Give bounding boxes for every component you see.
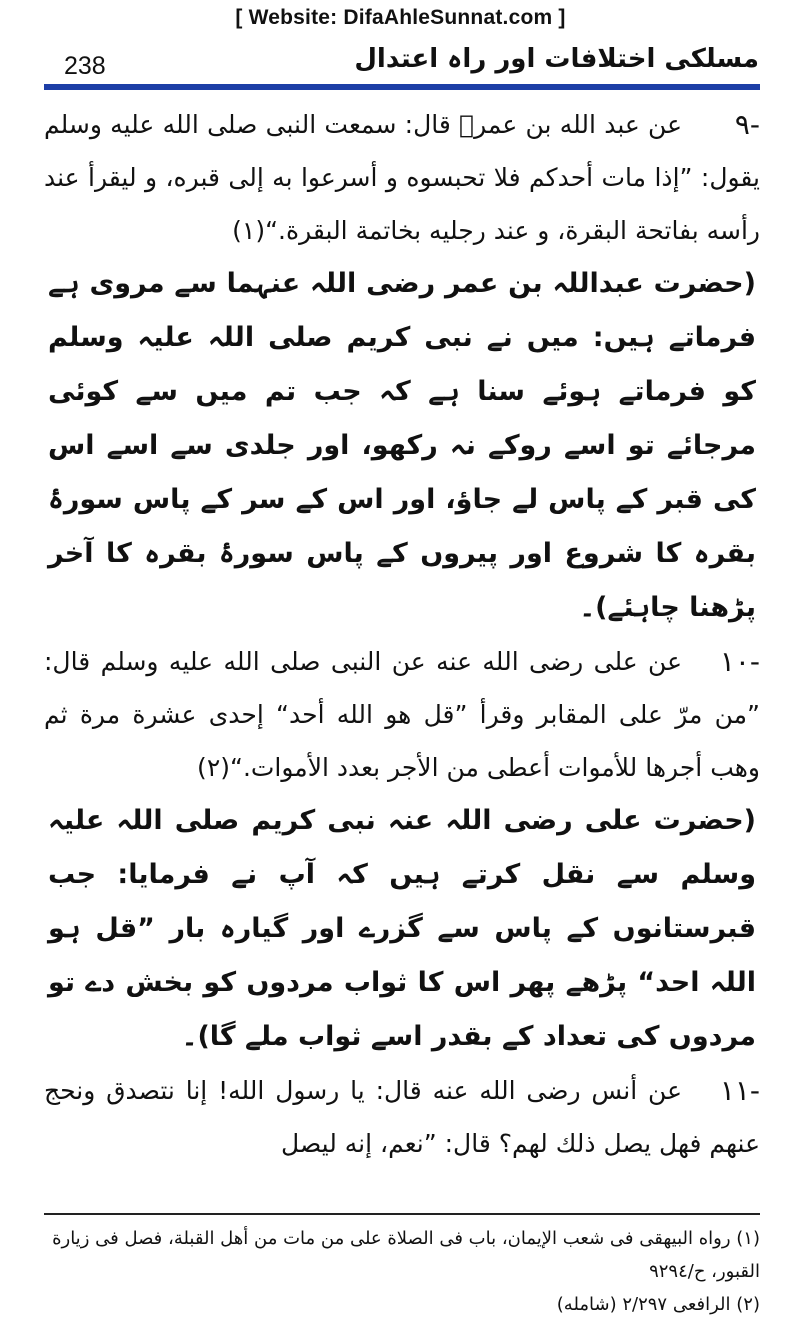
hadith-entry-10 bbox=[44, 635, 760, 1064]
hadith-entry-11 bbox=[44, 1064, 760, 1170]
website-banner: [ Website: DifaAhleSunnat.com ] bbox=[235, 6, 566, 29]
running-title: مسلکی اختلافات اور راہ اعتدال bbox=[354, 44, 759, 74]
header-rule bbox=[44, 84, 760, 90]
entry-number: -۹ bbox=[734, 108, 760, 141]
hadith-entry-9 bbox=[44, 98, 760, 635]
urdu-translation: (حضرت عبداللہ بن عمر رضی اللہ عنہما سے مروی ہے فرماتے ہیں: میں نے نبی کریم صلی اللہ علیہ وسلم کو فرماتے ہوئے سنا ہے کہ جب تم میں سے کوئی مرجائے تو اسے روکے نہ رکھو، اور جلدی سے اسے اس کی قبر کے پاس لے جاؤ، اور اس کے سر کے پاس سورۂ بقرہ کا شروع اور پیروں کے پاس سورۂ بقرہ کا آخر پڑھنا چاہئے)۔ bbox=[48, 268, 756, 623]
entry-number: -١١ bbox=[719, 1074, 760, 1107]
urdu-translation: (حضرت علی رضی اللہ عنہ نبی کریم صلی اللہ علیہ وسلم سے نقل کرتے ہیں کہ آپ نے فرمایا: جب قبرستانوں کے پاس سے گزرے اور گیارہ بار ”قل ہو اللہ احد“ پڑھے پھر اس کا ثواب مردوں کو بخش دے تو مردوں کی تعداد کے بقدر اسے ثواب ملے گا)۔ bbox=[48, 805, 756, 1052]
page-number: 238 bbox=[64, 52, 106, 80]
footnote-rule bbox=[44, 1213, 760, 1215]
footnote-1: (١) رواه البیهقی فی شعب الإیمان، باب فی الصلاة علی من مات من أهل القبلة، فصل فی زیارة القبور، ح/٩٢٩٤ bbox=[52, 1228, 760, 1282]
entry-number: -١٠ bbox=[719, 645, 760, 678]
arabic-text: عن علی رضی الله عنه عن النبی صلی الله علیه وسلم قال: ”من مرّ علی المقابر وقرأ ”قل هو الله أحد“ إحدی عشرة مرة ثم وهب أجرها للأموات أعطی من الأجر بعدد الأموات.“(٢) bbox=[44, 647, 760, 782]
footnote-2: (٢) الرافعی ٢/٢٩٧ (شامله) bbox=[556, 1294, 760, 1315]
arabic-text: عن عبد الله بن عمرؓ قال: سمعت النبی صلی الله علیه وسلم یقول: ”إذا مات أحدكم فلا تحبسوه و أسرعوا به إلی قبره، و لیقرأ عند رأسه بفاتحة البقرة، و عند رجلیه بخاتمة البقرة.“(١) bbox=[44, 110, 760, 245]
footnotes bbox=[44, 1222, 760, 1321]
arabic-text: عن أنس رضی الله عنه قال: یا رسول الله! إنا نتصدق ونحج عنهم فهل یصل ذلك لهم؟ قال: ”نعم، إنه لیصل bbox=[44, 1076, 760, 1158]
page-body bbox=[44, 98, 760, 1170]
